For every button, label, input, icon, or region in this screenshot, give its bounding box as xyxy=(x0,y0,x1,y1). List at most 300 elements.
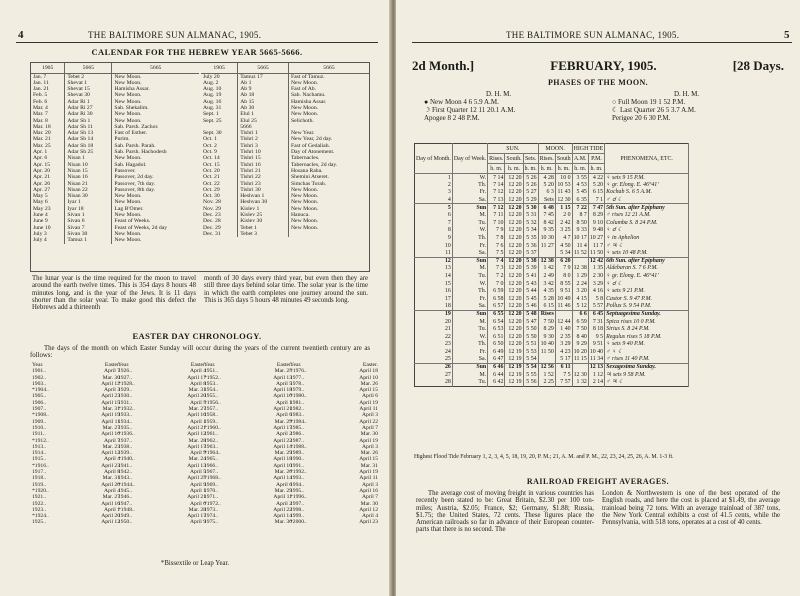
easter-year: 1921.. xyxy=(32,494,46,501)
easter-date: Mar. 29 xyxy=(274,450,292,457)
calendar-cell: 5 17 xyxy=(555,356,572,364)
calendar-cell: 17 xyxy=(415,295,453,303)
easter-date: April 19 xyxy=(359,469,378,476)
calendar-row xyxy=(415,272,689,280)
calendar-cell: 5 34 xyxy=(555,249,572,257)
easter-year: 1982.. xyxy=(290,406,304,413)
easter-date: April 22 xyxy=(273,437,292,444)
header-rule xyxy=(16,42,378,43)
calendar-row xyxy=(415,174,689,182)
calendar-cell: Aldebaran S. 7 6 P.M. xyxy=(605,265,689,273)
calendar-cell: 7 4 xyxy=(488,257,505,265)
calendar-cell: 5 8 xyxy=(588,295,604,303)
easter-date: April 13 xyxy=(273,374,292,381)
hebrew-cell: New Moon. xyxy=(290,193,319,200)
calendar-cell: 10 17 xyxy=(573,235,587,242)
calendar-cell: Pollux S. 9 54 P.M. xyxy=(605,303,689,311)
easter-date: April 9 xyxy=(189,519,206,526)
hebrew-cell: New Moon. xyxy=(114,155,142,162)
hebrew-cell: Heshvan 1 xyxy=(238,193,289,199)
calendar-cell: 9 51 xyxy=(555,287,572,295)
easter-date: April 1 xyxy=(189,487,206,494)
hebrew-cell: Adar Sh 18 xyxy=(65,143,112,149)
easter-year: 1923.. xyxy=(32,506,46,513)
calendar-cell: 6 47 xyxy=(488,356,505,364)
month-title: FEBRUARY, 1905. xyxy=(550,58,657,73)
hebrew-cell: Ab 18 xyxy=(238,92,289,98)
calendar-cell: 10 0 xyxy=(555,174,572,182)
easter-date: April 17 xyxy=(187,513,206,520)
easter-date: April 4 xyxy=(103,456,120,463)
easter-date: April 18 xyxy=(359,368,378,375)
calendar-row xyxy=(415,310,689,318)
hebrew-cell: Iyar 1 xyxy=(65,199,112,205)
hebrew-cell: Jan. 7 xyxy=(31,73,65,80)
hebrew-cell: Passover. xyxy=(114,167,136,174)
calendar-cell: 5 35 xyxy=(523,234,538,242)
calendar-cell: 7 2 xyxy=(488,272,505,280)
calendar-cell: 12 19 xyxy=(505,356,523,364)
year-header: Year. xyxy=(118,362,130,368)
calendar-cell xyxy=(555,310,572,318)
calendar-cell: 7 50 xyxy=(538,318,555,326)
calendar-cell: ♂ ♃ ☾ xyxy=(605,242,689,250)
easter-column xyxy=(32,362,120,526)
hebrew-cell: 5666 xyxy=(238,124,289,130)
easter-date: April 1 xyxy=(103,506,120,513)
calendar-cell xyxy=(538,356,555,364)
easter-year: *1916.. xyxy=(32,462,49,469)
hebrew-cell: New Moon. xyxy=(290,224,319,231)
page-number-right: 5 xyxy=(784,29,790,41)
day-of-week-header: Day of Week. xyxy=(452,144,487,174)
calendar-cell: Sun xyxy=(452,310,487,318)
calendar-cell: 21 xyxy=(415,325,453,333)
hebrew-cell: Ab 30 xyxy=(238,105,289,111)
calendar-cell: 9 29 xyxy=(572,341,588,349)
calendar-cell: 6 50 xyxy=(488,341,505,349)
hebrew-cell: Aug. 10 xyxy=(201,86,238,92)
easter-date: April 6 xyxy=(275,481,292,488)
easter-date: April 17 xyxy=(187,374,206,381)
easter-date: April 10 xyxy=(273,462,292,469)
calendar-cell: 6 51 xyxy=(488,333,505,341)
calendar-cell: 10 20 xyxy=(573,348,587,355)
hebrew-cell: Adar Sh 11 xyxy=(65,124,112,130)
calendar-cell: 7 14 xyxy=(488,174,505,182)
calendar-cell: 6 xyxy=(415,211,453,219)
easter-year: 1933.. xyxy=(118,412,132,419)
hebrew-cell: Iyar 18 xyxy=(65,206,112,212)
easter-year: 1979.. xyxy=(290,387,304,394)
easter-year: 1929.. xyxy=(118,387,132,394)
calendar-row xyxy=(415,379,689,387)
hebrew-cell: Oct. 14 xyxy=(201,155,238,161)
calendar-cell: ♂ ♃ ☾ xyxy=(605,379,689,387)
easter-date: April 18 xyxy=(273,387,292,394)
calendar-cell: 7 8 xyxy=(488,234,505,242)
calendar-cell: Rises xyxy=(538,310,555,318)
calendar-cell: 20 xyxy=(415,318,453,326)
calendar-cell: 2 24 xyxy=(572,280,588,288)
calendar-cell: 4 50 xyxy=(555,242,572,250)
easter-year: 1922.. xyxy=(32,500,46,507)
calendar-cell: 5 45 xyxy=(523,295,538,303)
easter-year: 1995.. xyxy=(290,487,304,494)
solar-year-note: month of 30 days every third year, but even then they are still three days behind solar time. The solar year is the time in which the earth completes one journey around the sun. This is 365 days 5 hours 48 minutes 49 seconds long. xyxy=(204,275,368,304)
calendar-cell: 5 54 xyxy=(523,356,538,364)
easter-date: April 22 xyxy=(273,506,292,513)
hebrew-row xyxy=(31,73,199,80)
calendar-cell: 26 xyxy=(415,363,453,371)
calendar-cell xyxy=(538,249,555,257)
hebrew-cell: Nov. 29 xyxy=(201,206,238,212)
easter-year: *1932.. xyxy=(118,406,135,413)
easter-date: April 21 xyxy=(187,424,206,431)
calendar-unit: h. m. xyxy=(505,164,523,174)
month-number: 2d Month.] xyxy=(412,58,475,73)
hebrew-cell: Mar. 8 xyxy=(31,118,65,124)
calendar-cell: 4 xyxy=(415,196,453,204)
calendar-subheader: Rises. xyxy=(539,155,554,162)
hebrew-cell: Fast of Ab. xyxy=(290,86,317,93)
calendar-cell: Th. xyxy=(452,287,487,295)
year-header: Year. xyxy=(204,362,216,368)
hebrew-cell: May 23 xyxy=(31,206,65,212)
easter-year: *1920.. xyxy=(32,487,49,494)
easter-year: 1965.. xyxy=(204,456,218,463)
hebrew-cell: Oct. 29 xyxy=(201,187,238,193)
easter-date: April 4 xyxy=(361,513,378,520)
easter-year: 1981.. xyxy=(290,399,304,406)
month-heading xyxy=(412,58,784,74)
calendar-cell: 11 50 xyxy=(538,348,555,356)
hebrew-cell: Ab 15 xyxy=(238,99,289,105)
easter-date: Mar. 30 xyxy=(360,431,378,438)
calendar-cell: 2 49 xyxy=(538,272,555,280)
hebrew-cell: Oct. 15 xyxy=(201,162,238,168)
hebrew-cell: Sab. Shekalim. xyxy=(114,104,149,111)
hebrew-cell: Tishri 16 xyxy=(238,162,289,168)
calendar-cell: 6 45 xyxy=(588,310,604,318)
hebrew-cell: Fast of Esther. xyxy=(114,130,148,137)
calendar-cell: 16 xyxy=(415,287,453,295)
calendar-cell: 5 45 xyxy=(572,189,588,197)
calendar-cell: 6 58 xyxy=(488,295,505,303)
freight-text-left: The average cost of moving freight in various countries has recently been stated to be: Great Britain, $2.30 per 100 ton-miles; Austria, $2.05; France, $2; Germany, $1.88; Russia, $1.75; the United States, 72 cents. These figures place the American railroads so far in advance of their European counter-parts that there is no second. The xyxy=(416,490,594,534)
easter-date: April 19 xyxy=(359,399,378,406)
calendar-cell: 7 5 xyxy=(555,371,572,379)
easter-date: April 25 xyxy=(187,475,206,482)
easter-year: *1940.. xyxy=(118,456,135,463)
calendar-cell: 5 20 xyxy=(588,181,604,189)
calendar-cell: 12 20 xyxy=(505,204,523,212)
calendar-cell: 12 42 xyxy=(589,258,604,265)
easter-date: April 2 xyxy=(275,431,292,438)
hebrew-cell: Dec. 29 xyxy=(201,225,238,231)
hebrew-cell: Tamuz 17 xyxy=(238,73,289,80)
calendar-cell: 5 12 xyxy=(572,303,588,311)
calendar-cell: 1 29 xyxy=(572,272,588,280)
calendar-cell: 18 xyxy=(415,303,453,311)
calendar-cell: 7 57 xyxy=(555,379,572,387)
hebrew-cell: Sept. 30 xyxy=(201,130,238,136)
easter-date: April 11 xyxy=(101,418,120,425)
calendar-cell: 9 xyxy=(415,234,453,242)
easter-date: April 7 xyxy=(361,494,378,501)
easter-row xyxy=(118,519,206,525)
easter-year: 1951.. xyxy=(204,368,218,375)
calendar-cell: 7 9 xyxy=(555,265,572,273)
easter-year: 1935.. xyxy=(118,424,132,431)
hebrew-cell: Tebet 3 xyxy=(238,231,289,237)
calendar-cell: Sa. xyxy=(452,249,487,257)
calendar-cell: 28 xyxy=(415,379,453,387)
hebrew-cell: Hanuca. xyxy=(290,212,310,219)
hebrew-cell: New Moon. xyxy=(114,193,142,200)
hebrew-cell: Tishri 1 xyxy=(238,130,289,136)
leap-year-footnote: *Bissextile or Leap Year. xyxy=(160,560,230,567)
hebrew-cell: Shevat 15 xyxy=(65,86,112,92)
calendar-cell: 12 19 xyxy=(505,348,523,356)
hebrew-cell: Tamuz 1 xyxy=(65,237,112,243)
calendar-cell: Tu. xyxy=(452,219,487,227)
easter-date: April 5 xyxy=(275,380,292,387)
easter-column xyxy=(118,362,206,526)
hebrew-cell: June 9 xyxy=(31,218,65,224)
easter-year: *1996.. xyxy=(290,494,307,501)
phase-row: Perigee 20 6 30 P.M. xyxy=(612,114,671,122)
calendar-row xyxy=(415,181,689,189)
easter-date: April 8 xyxy=(189,380,206,387)
easter-year: *1968.. xyxy=(204,475,221,482)
hebrew-cell: Sept. 1 xyxy=(201,111,238,117)
calendar-cell: 11 43 xyxy=(555,189,572,197)
calendar-cell: 1 52 xyxy=(538,371,555,379)
easter-year: *1956.. xyxy=(204,399,221,406)
hebrew-cell: Feb. 6 xyxy=(31,99,65,105)
hebrew-header-cell: 5665 xyxy=(65,63,112,73)
calendar-cell: 9 33 xyxy=(572,227,588,235)
calendar-cell: W. xyxy=(452,174,487,182)
calendar-cell: 14 xyxy=(415,272,453,280)
easter-date: April 5 xyxy=(189,469,206,476)
calendar-cell: 1 42 xyxy=(538,265,555,273)
calendar-cell: 12 38 xyxy=(573,265,587,272)
easter-year: 1931.. xyxy=(118,399,132,406)
calendar-cell: 6 15 xyxy=(588,189,604,197)
easter-year: *1988.. xyxy=(290,443,307,450)
calendar-header-row xyxy=(415,144,689,154)
hebrew-cell: Adar Sh 14 xyxy=(65,136,112,142)
hebrew-cell: Sept. 25 xyxy=(201,118,238,124)
easter-date: April 19 xyxy=(101,412,120,419)
easter-year: 1902.. xyxy=(32,374,46,381)
easter-date: Mar. 29 xyxy=(274,418,292,425)
calendar-cell: 10 49 xyxy=(557,295,571,302)
easter-date: Mar. 27 xyxy=(102,424,120,431)
hebrew-cell: Oct. 2 xyxy=(201,143,238,149)
calendar-cell: 12 20 xyxy=(505,257,523,265)
calendar-row xyxy=(415,341,689,349)
calendar-cell: 12 20 xyxy=(505,303,523,311)
calendar-cell: ♀ sets 9 21 P.M. xyxy=(605,287,689,295)
easter-year: 1954.. xyxy=(204,387,218,394)
calendar-cell: 7 12 xyxy=(488,204,505,212)
calendar-cell: Sun xyxy=(452,204,487,212)
easter-date: April 20 xyxy=(101,481,120,488)
calendar-cell: 5 26 xyxy=(523,181,538,189)
hebrew-cell: New Moon. xyxy=(114,117,142,124)
hebrew-cell: Selichoth. xyxy=(290,117,314,124)
easter-year: *1928.. xyxy=(118,380,135,387)
calendar-cell: 7 45 xyxy=(538,211,555,219)
calendar-cell: 22 xyxy=(415,333,453,341)
easter-year: 1983.. xyxy=(290,412,304,419)
calendar-row xyxy=(415,303,689,311)
hebrew-cell: Sivan 30 xyxy=(65,231,112,237)
easter-header: Easter. xyxy=(276,362,292,368)
easter-year: 1901.. xyxy=(32,368,46,375)
calendar-cell: 8 29 xyxy=(538,325,555,333)
calendar-cell: 12 20 xyxy=(505,341,523,349)
easter-date: April 7 xyxy=(103,437,120,444)
hebrew-cell: Feast of Weeks, 2d day xyxy=(114,224,168,231)
calendar-subheader: South xyxy=(556,155,571,162)
calendar-cell: ♂ ♀ ☾ xyxy=(605,348,689,356)
calendar-cell: 12 30 xyxy=(557,196,571,203)
hebrew-cell: New Moon. xyxy=(114,92,142,99)
calendar-row xyxy=(415,280,689,288)
calendar-cell: Th. xyxy=(452,181,487,189)
hebrew-cell: Apr. 6 xyxy=(31,155,65,161)
calendar-cell: 12 20 xyxy=(505,234,523,242)
easter-year: 1930.. xyxy=(118,393,132,400)
calendar-cell: 6 55 xyxy=(488,310,505,318)
hebrew-cell: Fast of Gedaliah. xyxy=(290,142,330,149)
calendar-cell: 3 29 xyxy=(555,341,572,349)
calendar-unit: h. m. xyxy=(524,165,537,172)
calendar-cell: 12 20 xyxy=(505,227,523,235)
easter-year: 1937.. xyxy=(118,437,132,444)
hebrew-header-cell: 5665 xyxy=(288,63,369,73)
easter-year: 1973.. xyxy=(204,506,218,513)
calendar-cell xyxy=(572,363,588,371)
calendar-cell: 1 15 xyxy=(555,204,572,212)
page-number-left: 4 xyxy=(18,29,24,41)
calendar-cell: 12 20 xyxy=(505,295,523,303)
hebrew-cell: Hosana Raba. xyxy=(290,167,323,174)
hebrew-row xyxy=(201,231,369,237)
freight-title: RAILROAD FREIGHT AVERAGES. xyxy=(526,477,670,486)
easter-year: *1976.. xyxy=(290,368,307,375)
calendar-cell: 6 44 xyxy=(488,371,505,379)
calendar-cell: M. xyxy=(452,211,487,219)
calendar-cell: 7 6 xyxy=(488,242,505,250)
easter-year: 1909.. xyxy=(32,418,46,425)
easter-date: Mar. 30 xyxy=(360,500,378,507)
easter-date: April 15 xyxy=(101,399,120,406)
calendar-cell: 5 50 xyxy=(523,325,538,333)
hebrew-cell: Nisan 10 xyxy=(65,162,112,168)
calendar-cell: 12 20 xyxy=(505,211,523,219)
calendar-cell: ♀ ☌ ☾ xyxy=(605,280,689,288)
hebrew-cell: Nisan 22 xyxy=(65,187,112,193)
easter-date: April 11 xyxy=(359,475,378,482)
calendar-cell: 4 35 xyxy=(538,287,555,295)
calendar-cell: 8 50 xyxy=(572,219,588,227)
easter-date: April 10 xyxy=(359,374,378,381)
calendar-cell: 2 42 xyxy=(555,219,572,227)
calendar-cell: 3 42 xyxy=(538,280,555,288)
hebrew-cell: Apr. 26 xyxy=(31,181,65,187)
calendar-cell: 7 11 xyxy=(488,211,505,219)
easter-year: *1980.. xyxy=(290,393,307,400)
easter-year: 1911.. xyxy=(32,431,46,438)
calendar-cell: ♀ gr. Elong. E. 46°41' xyxy=(605,272,689,280)
easter-date: April 14 xyxy=(273,475,292,482)
calendar-cell: Sa. xyxy=(452,303,487,311)
calendar-cell: 7 22 xyxy=(572,204,588,212)
phases-title: PHASES OF THE MOON. xyxy=(547,78,649,87)
hebrew-header-row xyxy=(201,63,369,73)
easter-year: 1946.. xyxy=(118,494,132,501)
easter-date: Mar. 31 xyxy=(360,462,378,469)
running-head-right: THE BALTIMORE SUN ALMANAC, 1905. xyxy=(506,30,680,40)
easter-year: 1970.. xyxy=(204,487,218,494)
easter-intro: The days of the month on which Easter Sunday will occur during the years of the current twentieth century are as follows: xyxy=(30,345,370,360)
calendar-cell: 5 53 xyxy=(523,348,538,356)
easter-year: 1926.. xyxy=(118,368,132,375)
hebrew-cell: Tishri 3 xyxy=(238,143,289,149)
calendar-cell: 11 4 xyxy=(572,242,588,250)
hebrew-cell: Sab. Parsh. Hachodesh xyxy=(114,149,167,156)
hebrew-cell: Feast of Weeks. xyxy=(114,218,151,225)
hebrew-cell: Tebet 1 xyxy=(238,225,289,231)
phases-header: D. H. M. xyxy=(674,90,700,98)
calendar-cell: Fr. xyxy=(452,189,487,197)
calendar-unit: h. m. xyxy=(588,164,604,174)
calendar-cell: 10 xyxy=(415,242,453,250)
easter-date: April 12 xyxy=(101,519,120,526)
easter-date: April 16 xyxy=(359,487,378,494)
calendar-cell: Regulus rises 5 18 P.M. xyxy=(605,333,689,341)
hebrew-cell: New Moon. xyxy=(114,199,142,206)
easter-date: April 9 xyxy=(189,450,206,457)
hebrew-calendar-title: CALENDAR FOR THE HEBREW YEAR 5665-5666. xyxy=(91,47,303,57)
calendar-cell: 10 40 xyxy=(589,348,604,355)
hebrew-cell: Simchas Torah. xyxy=(290,180,327,187)
calendar-cell: 8 40 xyxy=(572,333,588,341)
calendar-cell: ♂ ☌ ☾ xyxy=(605,196,689,204)
calendar-cell: 7 3 xyxy=(488,265,505,273)
calendar-cell: 9 51 xyxy=(588,341,604,349)
calendar-cell: 6 11 xyxy=(555,363,572,371)
sun-header: SUN. xyxy=(488,144,538,154)
calendar-cell: 7 31 xyxy=(588,318,604,326)
calendar-cell: W. xyxy=(452,333,487,341)
easter-row xyxy=(290,519,378,525)
calendar-cell: ♂ rises 11 40 P.M. xyxy=(605,356,689,364)
hebrew-row xyxy=(201,73,369,80)
year-header: Year. xyxy=(32,362,44,368)
easter-year: 1942.. xyxy=(118,469,132,476)
calendar-cell: Spica rises 10 0 P.M. xyxy=(605,318,689,326)
calendar-subheader: Rises. xyxy=(489,155,504,162)
phase-row: ● New Moon 4 6 5.9 A.M. xyxy=(424,98,499,106)
moon-phases-left xyxy=(424,90,604,122)
easter-date: April 3 xyxy=(361,412,378,419)
